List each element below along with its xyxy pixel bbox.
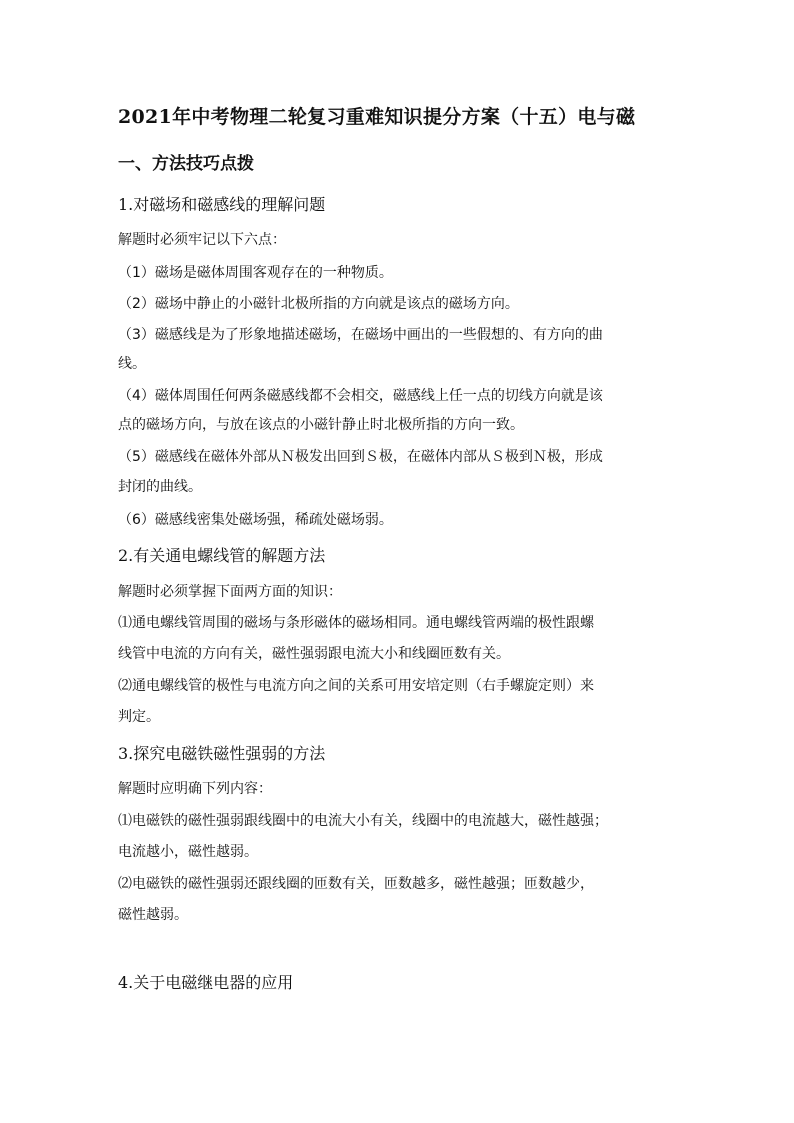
topic3-heading: 3.探究电磁铁磁性强弱的方法	[118, 744, 326, 763]
topic3-line: 磁性越弱。	[118, 907, 188, 923]
topic1-line: （4）磁体周围任何两条磁感线都不会相交，磁感线上任一点的切线方向就是该	[118, 388, 603, 404]
topic3-line: ⑴电磁铁的磁性强弱跟线圈中的电流大小有关，线圈中的电流越大，磁性越强；	[118, 813, 608, 829]
topic1-line: （2）磁场中静止的小磁针北极所指的方向就是该点的磁场方向。	[118, 296, 519, 312]
topic2-line: 判定。	[118, 709, 160, 725]
topic1-line: （6）磁感线密集处磁场强，稀疏处磁场弱。	[118, 512, 393, 528]
topic4-heading: 4.关于电磁继电器的应用	[118, 973, 294, 992]
topic1-line: （5）磁感线在磁体外部从Ｎ极发出回到Ｓ极，在磁体内部从Ｓ极到Ｎ极，形成	[118, 449, 603, 465]
topic1-line: 封闭的曲线。	[118, 479, 202, 495]
topic1-intro: 解题时必须牢记以下六点：	[118, 232, 286, 248]
topic3-line: ⑵电磁铁的磁性强弱还跟线圈的匝数有关，匝数越多，磁性越强；匝数越少，	[118, 876, 594, 892]
topic3-intro: 解题时应明确下列内容：	[118, 781, 272, 797]
topic1-heading: 1.对磁场和磁感线的理解问题	[118, 195, 326, 214]
topic2-heading: 2.有关通电螺线管的解题方法	[118, 546, 326, 565]
topic1-line: （3）磁感线是为了形象地描述磁场，在磁场中画出的一些假想的、有方向的曲	[118, 327, 603, 343]
topic1-line: （1）磁场是磁体周围客观存在的一种物质。	[118, 265, 393, 281]
topic1-line: 点的磁场方向，与放在该点的小磁针静止时北极所指的方向一致。	[118, 417, 524, 433]
topic2-line: ⑴通电螺线管周围的磁场与条形磁体的磁场相同。通电螺线管两端的极性跟螺	[118, 615, 594, 631]
topic2-line: ⑵通电螺线管的极性与电流方向之间的关系可用安培定则（右手螺旋定则）来	[118, 678, 594, 694]
document-title: 2021年中考物理二轮复习重难知识提分方案（十五）电与磁	[118, 106, 636, 128]
topic2-intro: 解题时必须掌握下面两方面的知识：	[118, 584, 342, 600]
section-heading-methods: 一、方法技巧点拨	[118, 154, 254, 174]
topic3-line: 电流越小，磁性越弱。	[118, 844, 258, 860]
topic1-line: 线。	[118, 356, 146, 372]
topic2-line: 线管中电流的方向有关，磁性强弱跟电流大小和线圈匝数有关。	[118, 646, 510, 662]
